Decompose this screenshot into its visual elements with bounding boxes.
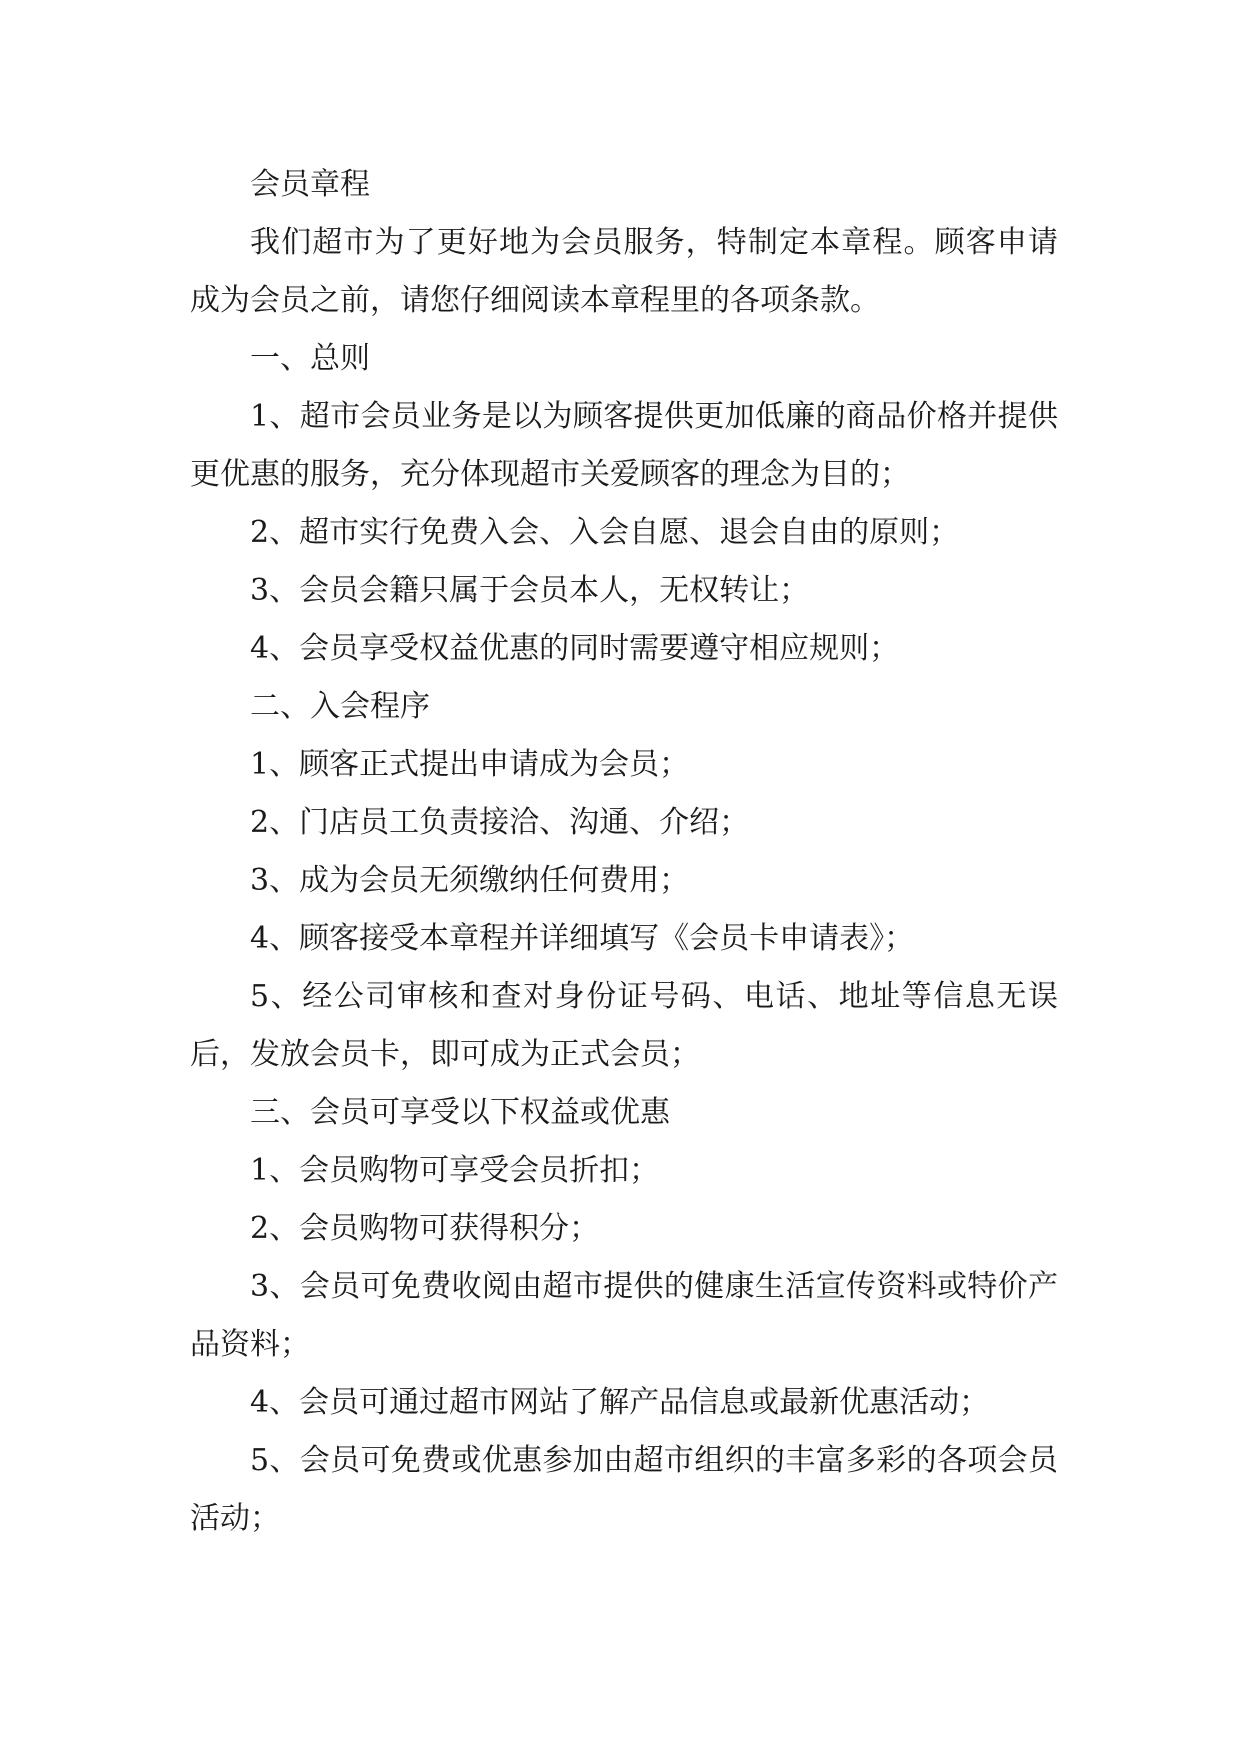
list-item: 4、会员享受权益优惠的同时需要遵守相应规则；: [250, 631, 900, 666]
section-heading-general: 一、总则: [250, 341, 370, 376]
list-item: 3、会员会籍只属于会员本人，无权转让；: [250, 573, 810, 608]
list-item: 3、会员可免费收阅由超市提供的健康生活宣传资料或特价产品资料；: [190, 1269, 1058, 1362]
list-item: 4、会员可通过超市网站了解产品信息或最新优惠活动；: [250, 1385, 990, 1420]
list-item: 1、顾客正式提出申请成为会员；: [250, 747, 690, 782]
list-item: 3、成为会员无须缴纳任何费用；: [250, 863, 690, 898]
list-item: 5、经公司审核和查对身份证号码、电话、地址等信息无误后，发放会员卡，即可成为正式会员；: [190, 979, 1058, 1072]
document-title: 会员章程: [250, 167, 370, 202]
list-item: 5、会员可免费或优惠参加由超市组织的丰富多彩的各项会员活动；: [190, 1443, 1058, 1536]
section-heading-enrollment: 二、入会程序: [250, 689, 430, 724]
document-body: [190, 156, 1058, 1548]
list-item: 2、超市实行免费入会、入会自愿、退会自由的原则；: [250, 515, 960, 550]
list-item: 4、顾客接受本章程并详细填写《会员卡申请表》；: [250, 921, 915, 956]
intro-paragraph: 我们超市为了更好地为会员服务，特制定本章程。顾客申请成为会员之前，请您仔细阅读本章程里的各项条款。: [190, 225, 1058, 318]
list-item: 2、门店员工负责接洽、沟通、介绍；: [250, 805, 750, 840]
section-heading-benefits: 三、会员可享受以下权益或优惠: [250, 1095, 670, 1130]
list-item: 1、会员购物可享受会员折扣；: [250, 1153, 660, 1188]
list-item: 2、会员购物可获得积分；: [250, 1211, 600, 1246]
list-item: 1、超市会员业务是以为顾客提供更加低廉的商品价格并提供更优惠的服务，充分体现超市关爱顾客的理念为目的；: [190, 399, 1058, 492]
